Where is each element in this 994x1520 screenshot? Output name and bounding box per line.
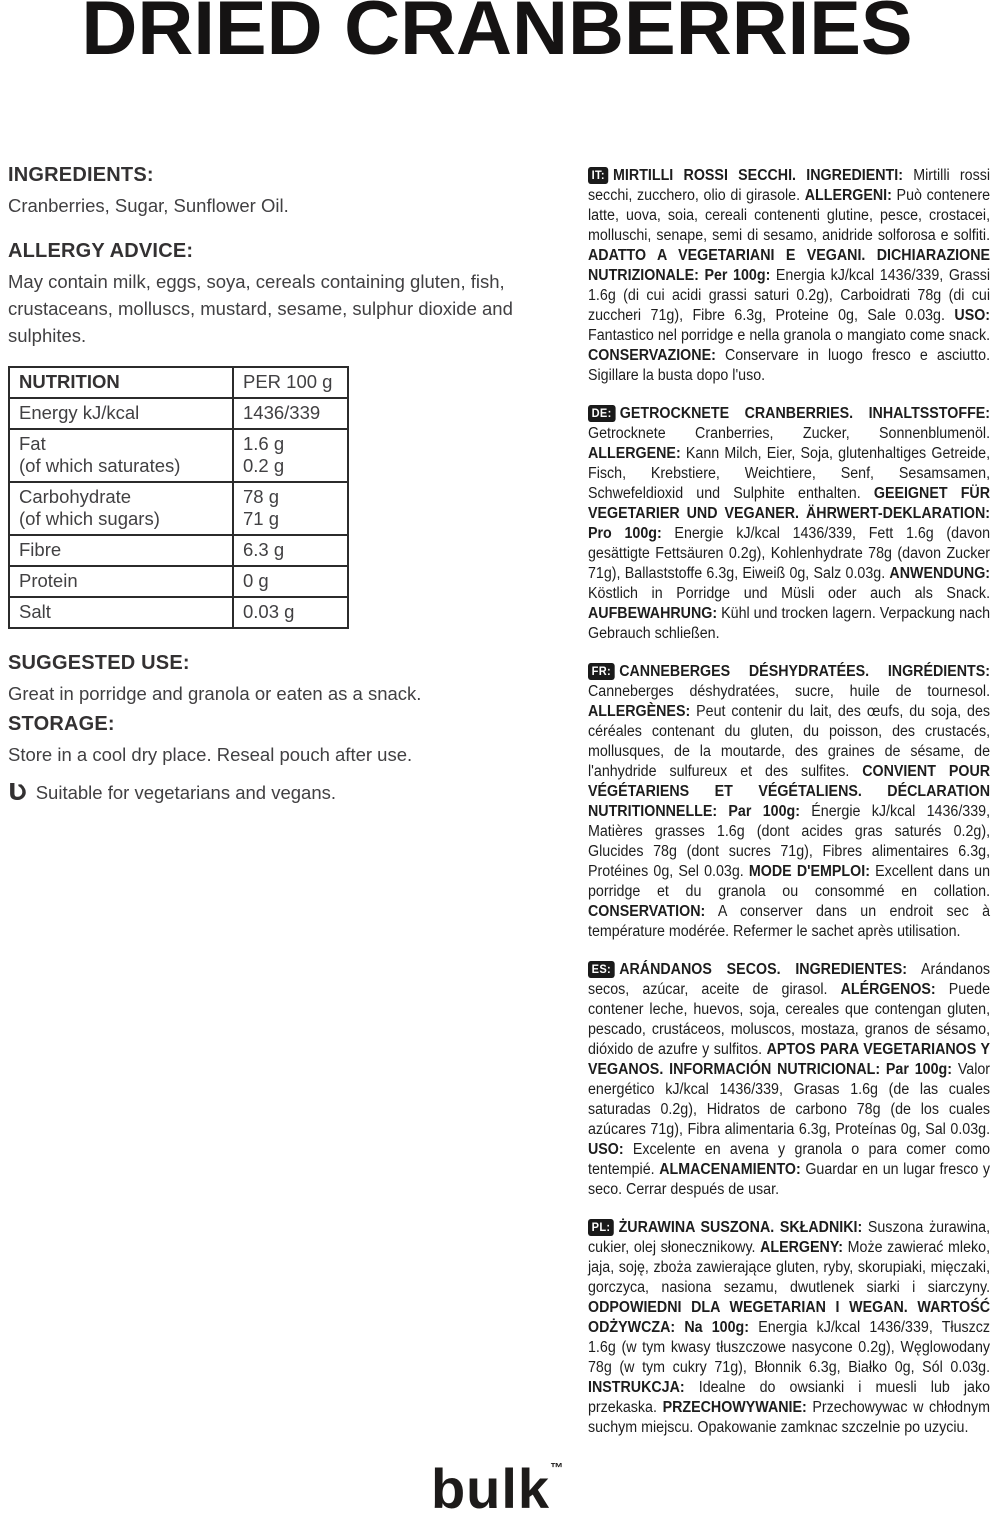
nutrition-header-row — [9, 367, 348, 398]
allergy-text: May contain milk, eggs, soya, cereals containing gluten, fish, crustaceans, molluscs, mustard, sesame, sulphur dioxide and sulphites. — [8, 271, 513, 346]
ingredients-heading: INGREDIENTS: — [8, 164, 154, 186]
nutrient-name-cell: Fibre — [9, 535, 233, 566]
nutrition-table-per-100g: PER 100 g — [233, 367, 348, 398]
section-text: Conservare in luogo fresco e asciutto. Sigillare la busta dopo l'uso. — [588, 347, 991, 384]
section-label: ANWENDUNG: — [889, 565, 991, 582]
nutrition-row — [9, 535, 348, 566]
storage-heading: STORAGE: — [8, 713, 115, 735]
language-section-es — [588, 960, 990, 1200]
section-label: ŻURAWINA SUSZONA. SKŁADNIKI: — [618, 1219, 863, 1236]
nutrient-value-cell: 78 g 71 g — [233, 482, 348, 535]
storage-text: Store in a cool dry place. Reseal pouch after use. — [8, 744, 413, 765]
section-text: Fantastico nel porridge e nella granola o mangiato come snack. — [588, 327, 991, 344]
language-tag-icon: PL: — [588, 1219, 614, 1236]
section-label: MODE D'EMPLOI: — [748, 863, 870, 880]
section-label: ALLERGENI: — [804, 187, 892, 204]
section-text: Kann Milch, Eier, Soja, glutenhaltiges Getreide, Fisch, Krebstiere, Weichtiere, Senf, Sesamsamen, Schwefeldioxid und Sulphite enthalten. — [588, 445, 991, 502]
section-text: Guardar en un lugar fresco y seco. Cerrar después de usar. — [588, 1161, 991, 1198]
section-label: USO: — [588, 1141, 624, 1158]
section-label: ALLERGÈNES: — [588, 703, 691, 720]
section-text: Energia kJ/kcal 1436/339, Tłuszcz 1.6g (w tym kwasy tłuszczowe nasycone 0.2g), Węglowodany 78g (w tym cukry 71g), Błonnik 6.3g, Białko 0g, Sól 0.03g. — [588, 1319, 991, 1376]
section-text: Canneberges déshydratées, sucre, huile de tournesol. — [588, 683, 991, 700]
section-label: ODPOWIEDNI DLA WEGETARIAN I WEGAN. WARTOŚĆ ODŻYWCZA: Na 100g: — [588, 1299, 991, 1336]
section-label: ARÁNDANOS SECOS. INGREDIENTES: — [619, 961, 908, 978]
nutrient-name-cell: Protein — [9, 566, 233, 597]
section-text: Getrocknete Cranberries, Zucker, Sonnenblumenöl. — [588, 425, 991, 442]
section-label: ALERGENY: — [760, 1239, 844, 1256]
section-label: USO: — [954, 307, 991, 324]
vegetarian-icon: Ʋ — [8, 780, 27, 806]
section-label: ALLERGENE: — [588, 445, 681, 462]
section-text: Puede contener leche, huevos, soja, cereales que contengan gluten, pescado, crustáceos, moluscos, mostaza, granos de sésamo, dióxido de azufre y sulfitos. — [588, 981, 991, 1058]
language-tag-icon: FR: — [588, 663, 615, 680]
language-section-de — [588, 404, 990, 644]
section-text: Kühl und trocken lagern. Verpackung nach Gebrauch schließen. — [588, 605, 991, 642]
language-tag-icon: ES: — [588, 961, 615, 978]
nutrient-value-cell: 1436/339 — [233, 398, 348, 429]
nutrition-row — [9, 566, 348, 597]
multilingual-panel — [588, 166, 990, 1456]
section-label: CONSERVATION: — [588, 903, 706, 920]
english-panel — [8, 163, 564, 806]
nutrient-value-cell: 0 g — [233, 566, 348, 597]
section-text: Idealne do owsianki i muesli lub jako przekaska. — [588, 1379, 991, 1416]
section-label: CONVIENT POUR VÉGÉTARIENS ET VÉGÉTALIENS. DÉCLARATION NUTRITIONNELLE: Par 100g: — [588, 763, 991, 820]
section-text: Köstlich in Porridge und Müsli oder auch als Snack. — [588, 585, 991, 602]
section-label: AUFBEWAHRUNG: — [588, 605, 718, 622]
vegetarian-text: Suitable for vegetarians and vegans. — [35, 782, 337, 803]
section-label: CONSERVAZIONE: — [588, 347, 716, 364]
nutrient-name-cell: Salt — [9, 597, 233, 628]
section-label: MIRTILLI ROSSI SECCHI. INGREDIENTI: — [613, 167, 903, 184]
section-text: Mirtilli rossi secchi, zucchero, olio di girasole. — [588, 167, 991, 204]
section-label: ALMACENAMIENTO: — [659, 1161, 801, 1178]
section-label: APTOS PARA VEGETARIANOS Y VEGANOS. INFORMACIÓN NUTRICIONAL: Par 100g: — [588, 1041, 991, 1078]
section-text: Énergie kJ/kcal 1436/339, Matières grasses 1.6g (dont acides gras saturés 0.2g), Glucides 78g (dont sucres 71g), Fibres alimentaires 6.3g, Protéines 0g, Sel 0.03g. — [588, 803, 991, 880]
section-text: Arándanos secos, azúcar, aceite de girasol. — [588, 961, 991, 998]
section-text: Excelente en avena y granola o para comer como tentempié. — [588, 1141, 991, 1178]
section-text: Przechowywac w chłodnym suchym miejscu. Opakowanie zamknac szczelnie po uzyciu. — [588, 1399, 991, 1436]
section-text: Può contenere latte, uova, soia, cereali contenenti glutine, pesce, crostacei, molluschi, senape, semi di sesamo, anidride solforosa e solfiti. — [588, 187, 991, 244]
suggested-use-text: Great in porridge and granola or eaten as a snack. — [8, 683, 422, 704]
section-text: Valor energético kJ/kcal 1436/339, Grasas 1.6g (de las cuales saturadas 0.2g), Hidratos de carbono 78g (de los cuales azúcares 71g), Fibra alimentaria 6.3g, Proteínas 0g, Sal 0.03g. — [588, 1061, 991, 1138]
ingredients-text: Cranberries, Sugar, Sunflower Oil. — [8, 195, 289, 216]
section-text: A conserver dans un endroit sec à température modérée. Refermer le sachet après utilisation. — [588, 903, 991, 940]
nutrition-row — [9, 597, 348, 628]
nutrition-table-title: NUTRITION — [9, 367, 233, 398]
nutrient-name-cell: Energy kJ/kcal — [9, 398, 233, 429]
nutrition-table-body — [9, 398, 348, 628]
nutrient-name-cell: Fat (of which saturates) — [9, 429, 233, 482]
brand-logo — [0, 1438, 994, 1519]
language-section-it — [588, 166, 990, 386]
language-section-fr — [588, 662, 990, 942]
language-section-pl — [588, 1218, 990, 1438]
nutrient-value-cell: 1.6 g 0.2 g — [233, 429, 348, 482]
section-text: Excellent dans un porridge et du granola ou consommé en collation. — [588, 863, 991, 900]
product-title: DRIED CRANBERRIES — [81, 0, 913, 71]
section-label: INSTRUKCJA: — [588, 1379, 685, 1396]
nutrition-row — [9, 398, 348, 429]
trademark-symbol: ™ — [550, 1460, 564, 1475]
section-label: GEEIGNET FÜR VEGETARIER UND VEGANER. ÄHRWERT-DEKLARATION: Pro 100g: — [588, 485, 991, 542]
language-tag-icon: IT: — [588, 167, 608, 184]
section-text: Energia kJ/kcal 1436/339, Grassi 1.6g (di cui acidi grassi saturi 0.2g), Carboidrati 78g (di cui zuccheri 71g), Fibre 6.3g, Proteine 0g, Sale 0.03g. — [588, 267, 991, 324]
section-label: ADATTO A VEGETARIANI E VEGANI. DICHIARAZIONE NUTRIZIONALE: Per 100g: — [588, 247, 991, 284]
section-text: Może zawierać mleko, jaja, soję, zboża zawierające gluten, ryby, skorupiaki, mięczaki, gorczyca, nasiona sezamu, dwutlenek siarki i siarczyny. — [588, 1239, 991, 1296]
brand-wordmark: bulk — [430, 1457, 551, 1520]
section-label: ALÉRGENOS: — [840, 981, 936, 998]
nutrition-row — [9, 482, 348, 535]
section-text: Energie kJ/kcal 1436/339, Fett 1.6g (davon gesättigte Fettsäuren 0.2g), Kohlenhydrate 78g (davon Zucker 71g), Ballaststoffe 6.3g, Eiweiß 0g, Salz 0.03g. — [588, 525, 991, 582]
vegetarian-line — [8, 779, 564, 806]
section-text: Peut contenir du lait, des œufs, du soja, des céréales contenant du gluten, du poisson, des crustacés, mollusques, de la moutarde, des graines de sésame, de l'anhydride sulfureux et des sulfites. — [588, 703, 991, 780]
language-tag-icon: DE: — [588, 405, 615, 422]
section-label: GETROCKNETE CRANBERRIES. INHALTSSTOFFE: — [619, 405, 991, 422]
nutrition-row — [9, 429, 348, 482]
nutrient-value-cell: 0.03 g — [233, 597, 348, 628]
section-label: PRZECHOWYWANIE: — [662, 1399, 807, 1416]
nutrient-value-cell: 6.3 g — [233, 535, 348, 566]
section-text: Suszona żurawina, cukier, olej słonecznikowy. — [588, 1219, 991, 1256]
suggested-use-heading: SUGGESTED USE: — [8, 652, 190, 674]
nutrition-table — [8, 366, 349, 629]
nutrient-name-cell: Carbohydrate (of which sugars) — [9, 482, 233, 535]
section-label: CANNEBERGES DÉSHYDRATÉES. INGRÉDIENTS: — [619, 663, 991, 680]
allergy-heading: ALLERGY ADVICE: — [8, 240, 194, 262]
